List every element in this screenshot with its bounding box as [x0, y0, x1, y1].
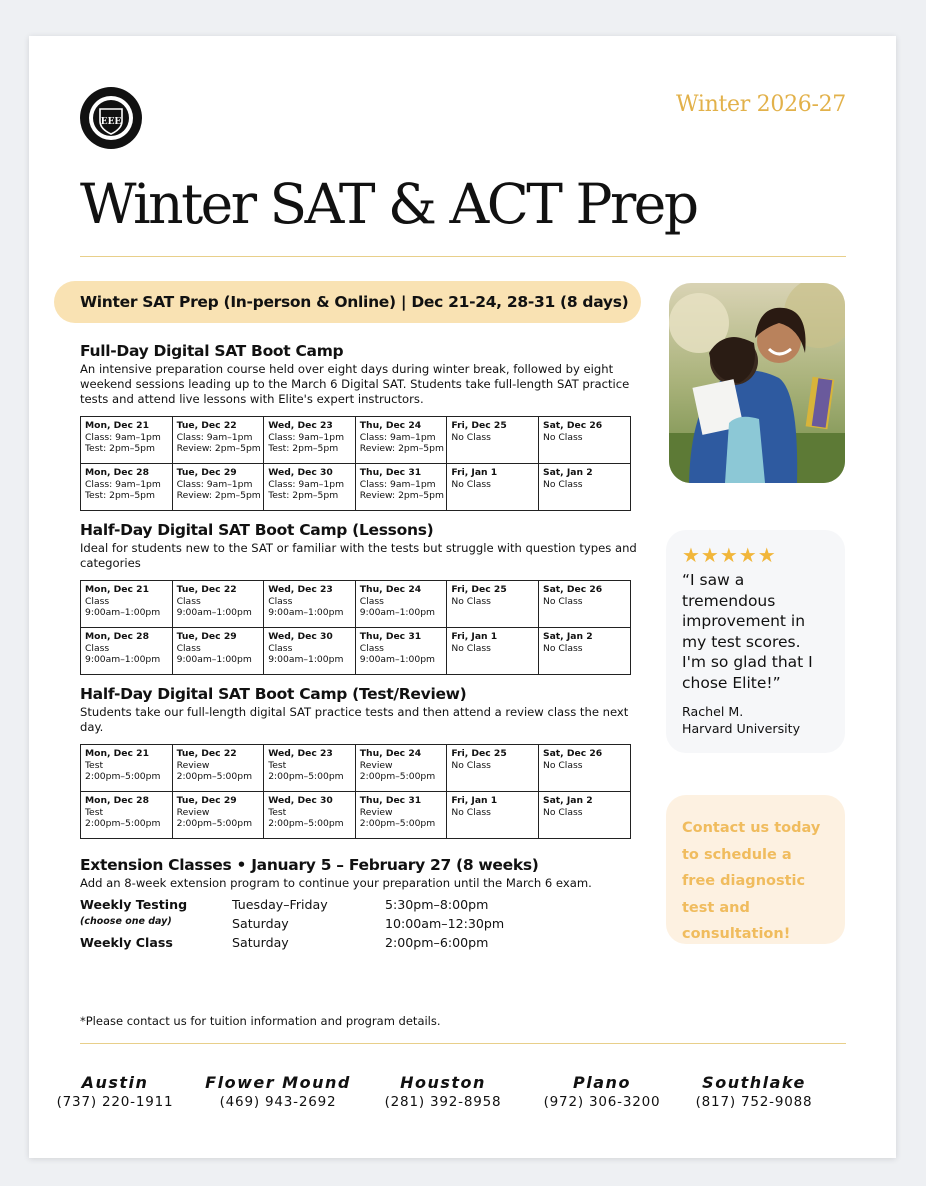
location-city: Houston [400, 1073, 486, 1092]
section-description: Add an 8-week extension program to continue your preparation until the March 6 exam. [80, 876, 592, 890]
schedule-cell: Sat, Dec 26 No Class [538, 581, 630, 628]
schedule-cell: Thu, Dec 24 Class: 9am–1pm Review: 2pm–5pm [355, 417, 447, 464]
extension-time: 2:00pm–6:00pm [385, 935, 489, 950]
location-southlake [669, 1073, 839, 1110]
author-school: Harvard University [682, 721, 801, 736]
schedule-cell: Sat, Dec 26 No Class [538, 417, 630, 464]
section-description: Ideal for students new to the SAT or familiar with the tests but struggle with question types and categories [80, 541, 637, 570]
flyer-page [29, 36, 896, 1158]
schedule-cell: Wed, Dec 30 Class: 9am–1pm Test: 2pm–5pm [264, 464, 356, 511]
schedule-cell: Fri, Jan 1 No Class [447, 792, 539, 839]
location-phone: (817) 752-9088 [695, 1094, 813, 1110]
page-title: Winter SAT & ACT Prep [80, 172, 697, 236]
schedule-cell: Mon, Dec 28 Class 9:00am–1:00pm [81, 628, 173, 675]
section-half-day-test-review [80, 685, 640, 839]
schedule-cell: Mon, Dec 21 Test 2:00pm–5:00pm [81, 745, 173, 792]
choose-one-day-note: (choose one day) [80, 916, 172, 927]
schedule-cell: Wed, Dec 23 Class: 9am–1pm Test: 2pm–5pm [264, 417, 356, 464]
schedule-cell: Wed, Dec 23 Test 2:00pm–5:00pm [264, 745, 356, 792]
students-photo [669, 283, 845, 483]
schedule-cell: Sat, Jan 2 No Class [538, 628, 630, 675]
tuition-footnote: *Please contact us for tuition information and program details. [80, 1014, 441, 1028]
location-austin [30, 1073, 200, 1110]
schedule-cell: Tue, Dec 22 Class: 9am–1pm Review: 2pm–5pm [172, 417, 264, 464]
schedule-cell: Thu, Dec 31 Class 9:00am–1:00pm [355, 628, 447, 675]
schedule-cell: Mon, Dec 21 Class: 9am–1pm Test: 2pm–5pm [81, 417, 173, 464]
schedule-cell: Thu, Dec 24 Class 9:00am–1:00pm [355, 581, 447, 628]
season-label: Winter 2026-27 [675, 92, 846, 117]
schedule-cell: Wed, Dec 30 Class 9:00am–1:00pm [264, 628, 356, 675]
location-houston [358, 1073, 528, 1110]
schedule-cell: Tue, Dec 22 Review 2:00pm–5:00pm [172, 745, 264, 792]
schedule-cell: Sat, Jan 2 No Class [538, 792, 630, 839]
extension-day: Saturday [232, 916, 289, 931]
extension-time: 10:00am–12:30pm [385, 916, 505, 931]
divider [80, 256, 846, 257]
section-half-day-lessons [80, 521, 640, 675]
schedule-cell: Wed, Dec 23 Class 9:00am–1:00pm [264, 581, 356, 628]
schedule-cell: Mon, Dec 21 Class 9:00am–1:00pm [81, 581, 173, 628]
testimonial-quote: “I saw a tremendous improvement in my test scores. I'm so glad that I chose Elite!” [682, 571, 813, 692]
shield-logo-icon [80, 87, 142, 149]
location-city: Flower Mound [205, 1073, 351, 1092]
schedule-table [80, 416, 631, 511]
section-full-day [80, 342, 640, 511]
author-name: Rachel M. [682, 704, 744, 719]
location-city: Plano [573, 1073, 631, 1092]
location-plano [517, 1073, 687, 1110]
section-description: An intensive preparation course held over eight days during winter break, followed by eight weekend sessions leading up to the March 6 Digital SAT. Students take full-length SAT practice tests and attend live lessons with Elite's expert instructors. [80, 362, 630, 406]
schedule-column [80, 342, 640, 950]
schedule-cell: Wed, Dec 30 Test 2:00pm–5:00pm [264, 792, 356, 839]
location-phone: (469) 943-2692 [219, 1094, 337, 1110]
extension-day: Tuesday–Friday [232, 897, 328, 912]
location-city: Austin [81, 1073, 149, 1092]
schedule-cell: Thu, Dec 31 Class: 9am–1pm Review: 2pm–5pm [355, 464, 447, 511]
testimonial-card [666, 530, 845, 753]
location-phone: (737) 220-1911 [56, 1094, 174, 1110]
extension-day: Saturday [232, 935, 289, 950]
location-phone: (281) 392-8958 [384, 1094, 502, 1110]
location-city: Southlake [702, 1073, 806, 1092]
weekly-testing-label: Weekly Testing [80, 897, 188, 912]
contact-callout: Contact us today to schedule a free diagnostic test and consultation! [666, 795, 845, 944]
divider [80, 1043, 846, 1044]
schedule-cell: Thu, Dec 24 Review 2:00pm–5:00pm [355, 745, 447, 792]
schedule-cell: Fri, Dec 25 No Class [447, 581, 539, 628]
weekly-class-label: Weekly Class [80, 935, 173, 950]
schedule-cell: Sat, Jan 2 No Class [538, 464, 630, 511]
schedule-cell: Mon, Dec 28 Class: 9am–1pm Test: 2pm–5pm [81, 464, 173, 511]
schedule-cell: Tue, Dec 29 Review 2:00pm–5:00pm [172, 792, 264, 839]
location-flower-mound [193, 1073, 363, 1110]
extension-time: 5:30pm–8:00pm [385, 897, 489, 912]
section-description: Students take our full-length digital SAT practice tests and then attend a review class the next day. [80, 705, 629, 734]
schedule-cell: Tue, Dec 22 Class 9:00am–1:00pm [172, 581, 264, 628]
schedule-cell: Thu, Dec 31 Review 2:00pm–5:00pm [355, 792, 447, 839]
section-title: Half-Day Digital SAT Boot Camp (Test/Review) [80, 685, 467, 703]
schedule-cell: Fri, Jan 1 No Class [447, 628, 539, 675]
section-title: Full-Day Digital SAT Boot Camp [80, 342, 344, 360]
schedule-cell: Tue, Dec 29 Class: 9am–1pm Review: 2pm–5pm [172, 464, 264, 511]
section-title: Half-Day Digital SAT Boot Camp (Lessons) [80, 521, 434, 539]
section-extension [80, 856, 640, 950]
extension-schedule [80, 897, 640, 950]
testimonial-author [682, 703, 829, 737]
location-phone: (972) 306-3200 [543, 1094, 661, 1110]
schedule-cell: Mon, Dec 28 Test 2:00pm–5:00pm [81, 792, 173, 839]
schedule-cell: Sat, Dec 26 No Class [538, 745, 630, 792]
schedule-cell: Fri, Dec 25 No Class [447, 417, 539, 464]
star-rating-icon: ★★★★★ [682, 543, 777, 567]
schedule-cell: Fri, Dec 25 No Class [447, 745, 539, 792]
logo-text: EEE [100, 117, 122, 127]
schedule-cell: Tue, Dec 29 Class 9:00am–1:00pm [172, 628, 264, 675]
schedule-cell: Fri, Jan 1 No Class [447, 464, 539, 511]
section-title: Extension Classes • January 5 – February 27 (8 weeks) [80, 856, 539, 874]
schedule-table [80, 744, 631, 839]
schedule-table [80, 580, 631, 675]
program-banner: Winter SAT Prep (In-person & Online) | Dec 21-24, 28-31 (8 days) [54, 281, 641, 323]
